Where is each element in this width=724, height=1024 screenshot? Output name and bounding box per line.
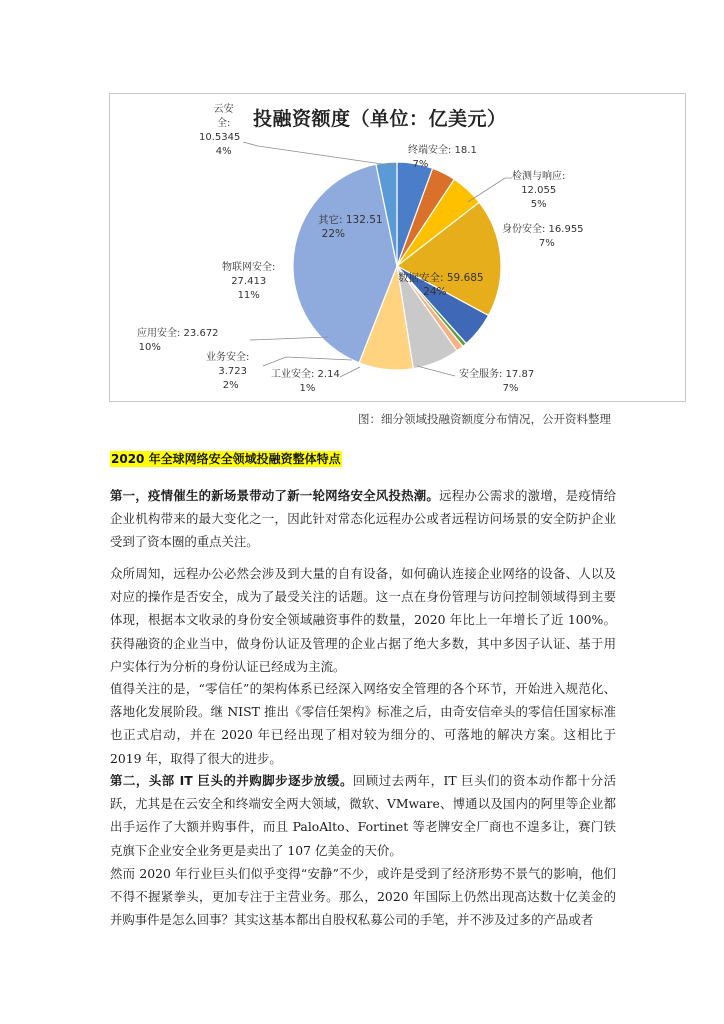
label-other-line1: 其它: 132.51	[318, 214, 383, 226]
paragraph-4	[110, 769, 616, 862]
pie-chart	[0, 0, 724, 420]
label-detection-response	[512, 170, 565, 212]
label-service-line2: 7%	[502, 383, 519, 394]
label-data-line1: 数据安全: 59.685	[398, 272, 484, 284]
label-business-security	[206, 351, 249, 393]
label-iot-security	[222, 261, 275, 303]
label-industrial-line2: 1%	[299, 383, 316, 394]
label-other-line2: 22%	[321, 228, 345, 240]
paragraph-2	[110, 562, 616, 678]
label-identity-security	[502, 223, 584, 251]
label-identity-line2: 7%	[538, 238, 555, 249]
label-application-line2: 10%	[138, 342, 161, 353]
label-detection-line3: 5%	[530, 199, 547, 210]
label-cloud-security	[199, 103, 241, 159]
label-iot-line1: 物联网安全:	[222, 262, 276, 273]
label-application-security	[137, 327, 219, 355]
label-industrial-line1: 工业安全: 2.14	[271, 369, 340, 380]
chart-title: 投融资额度（单位：亿美元）	[253, 108, 507, 130]
label-endpoint-line2: 7%	[412, 159, 429, 170]
label-data-line2: 24%	[423, 286, 447, 298]
label-cloud-line3: 10.5345	[199, 132, 241, 143]
label-business-line3: 2%	[222, 380, 239, 391]
label-industrial-security	[271, 368, 340, 396]
paragraph-1-lead: 第一，疫情催生的新场景带动了新一轮网络安全风投热潮。	[110, 488, 440, 503]
paragraph-1-body: 远程办公需求的激增，是疫情给企业机构带来的最大变化之一，因此针对常态化远程办公或者远程访问场景的安全防护企业受到了资本圈的重点关注。	[110, 488, 617, 550]
label-data-security	[398, 271, 484, 299]
leader-line-business	[263, 357, 352, 366]
paragraph-4-lead: 第二，头部 IT 巨头的并购脚步逐步放缓。	[110, 773, 353, 788]
paragraph-3-body: 值得关注的是，“零信任”的架构体系已经深入网络安全管理的各个环节，开始进入规范化、落地化发展阶段。继 NIST 推出《零信任架构》标准之后，由奇安信牵头的零信任国家标准也正式启动，并在 2020 年已经出现了相对较为细分的、可落地的解决方案。这相比于 2019 年，取得了很大的进步。	[110, 681, 616, 766]
label-service-line1: 安全服务: 17.87	[459, 369, 535, 380]
label-cloud-line4: 4%	[215, 146, 232, 157]
label-other	[318, 213, 383, 241]
label-security-service	[459, 368, 534, 396]
label-detection-line1: 检测与响应:	[512, 171, 566, 182]
paragraph-5-body: 然而 2020 年行业巨头们似乎变得“安静”不少，或许是受到了经济形势不景气的影响，他们不得不握紧拳头，更加专注于主营业务。那么，2020 年国际上仍然出现高达数十亿美金的并购事件是怎么回事？其实这基本都出自股权私募公司的手笔，并不涉及过多的产品或者	[110, 866, 616, 928]
label-endpoint-security	[408, 144, 477, 172]
figure-caption: 图：细分领域投融资额度分布情况，公开资料整理	[358, 412, 611, 426]
section-heading: 2020 年全球网络安全领域投融资整体特点	[111, 452, 341, 466]
label-application-line1: 应用安全: 23.672	[137, 328, 219, 339]
leader-line-industrial	[340, 367, 360, 377]
label-identity-line1: 身份安全: 16.955	[502, 224, 584, 235]
paragraph-5	[110, 862, 616, 932]
label-iot-line3: 11%	[237, 290, 260, 301]
label-business-line1: 业务安全:	[206, 352, 250, 363]
leader-line-application	[250, 337, 328, 340]
pie-slices	[293, 162, 501, 370]
label-cloud-line2: 全:	[216, 118, 231, 129]
label-iot-line2: 27.413	[231, 276, 267, 287]
label-business-line2: 3.723	[218, 366, 247, 377]
label-detection-line2: 12.055	[521, 185, 557, 196]
paragraph-2-body: 众所周知，远程办公必然会涉及到大量的自有设备，如何确认连接企业网络的设备、人以及对应的操作是否安全，成为了最受关注的话题。这一点在身份管理与访问控制领域得到主要体现，根据本文收录的身份安全领域融资事件的数量，2020 年比上一年增长了近 100%。获得融资的企业当中，做身份认证及管理的企业占据了绝大多数，其中多因子认证、基于用户实体行为分析的身份认证已经成为主流。	[110, 566, 616, 674]
label-endpoint-line1: 终端安全: 18.1	[408, 145, 477, 156]
paragraph-3	[110, 677, 616, 770]
paragraph-4-body: 回顾过去两年，IT 巨头们的资本动作都十分活跃，尤其是在云安全和终端安全两大领域，微软、VMware、博通以及国内的阿里等企业都出手运作了大额并购事件，而且 PaloAlto、Fortinet 等老牌安全厂商也不遑多让，赛门铁克旗下企业安全业务更是卖出了 107 亿美金的天价。	[110, 773, 616, 858]
label-cloud-line1: 云安	[213, 104, 234, 115]
paragraph-1	[110, 484, 616, 554]
leader-line-service	[417, 366, 455, 376]
